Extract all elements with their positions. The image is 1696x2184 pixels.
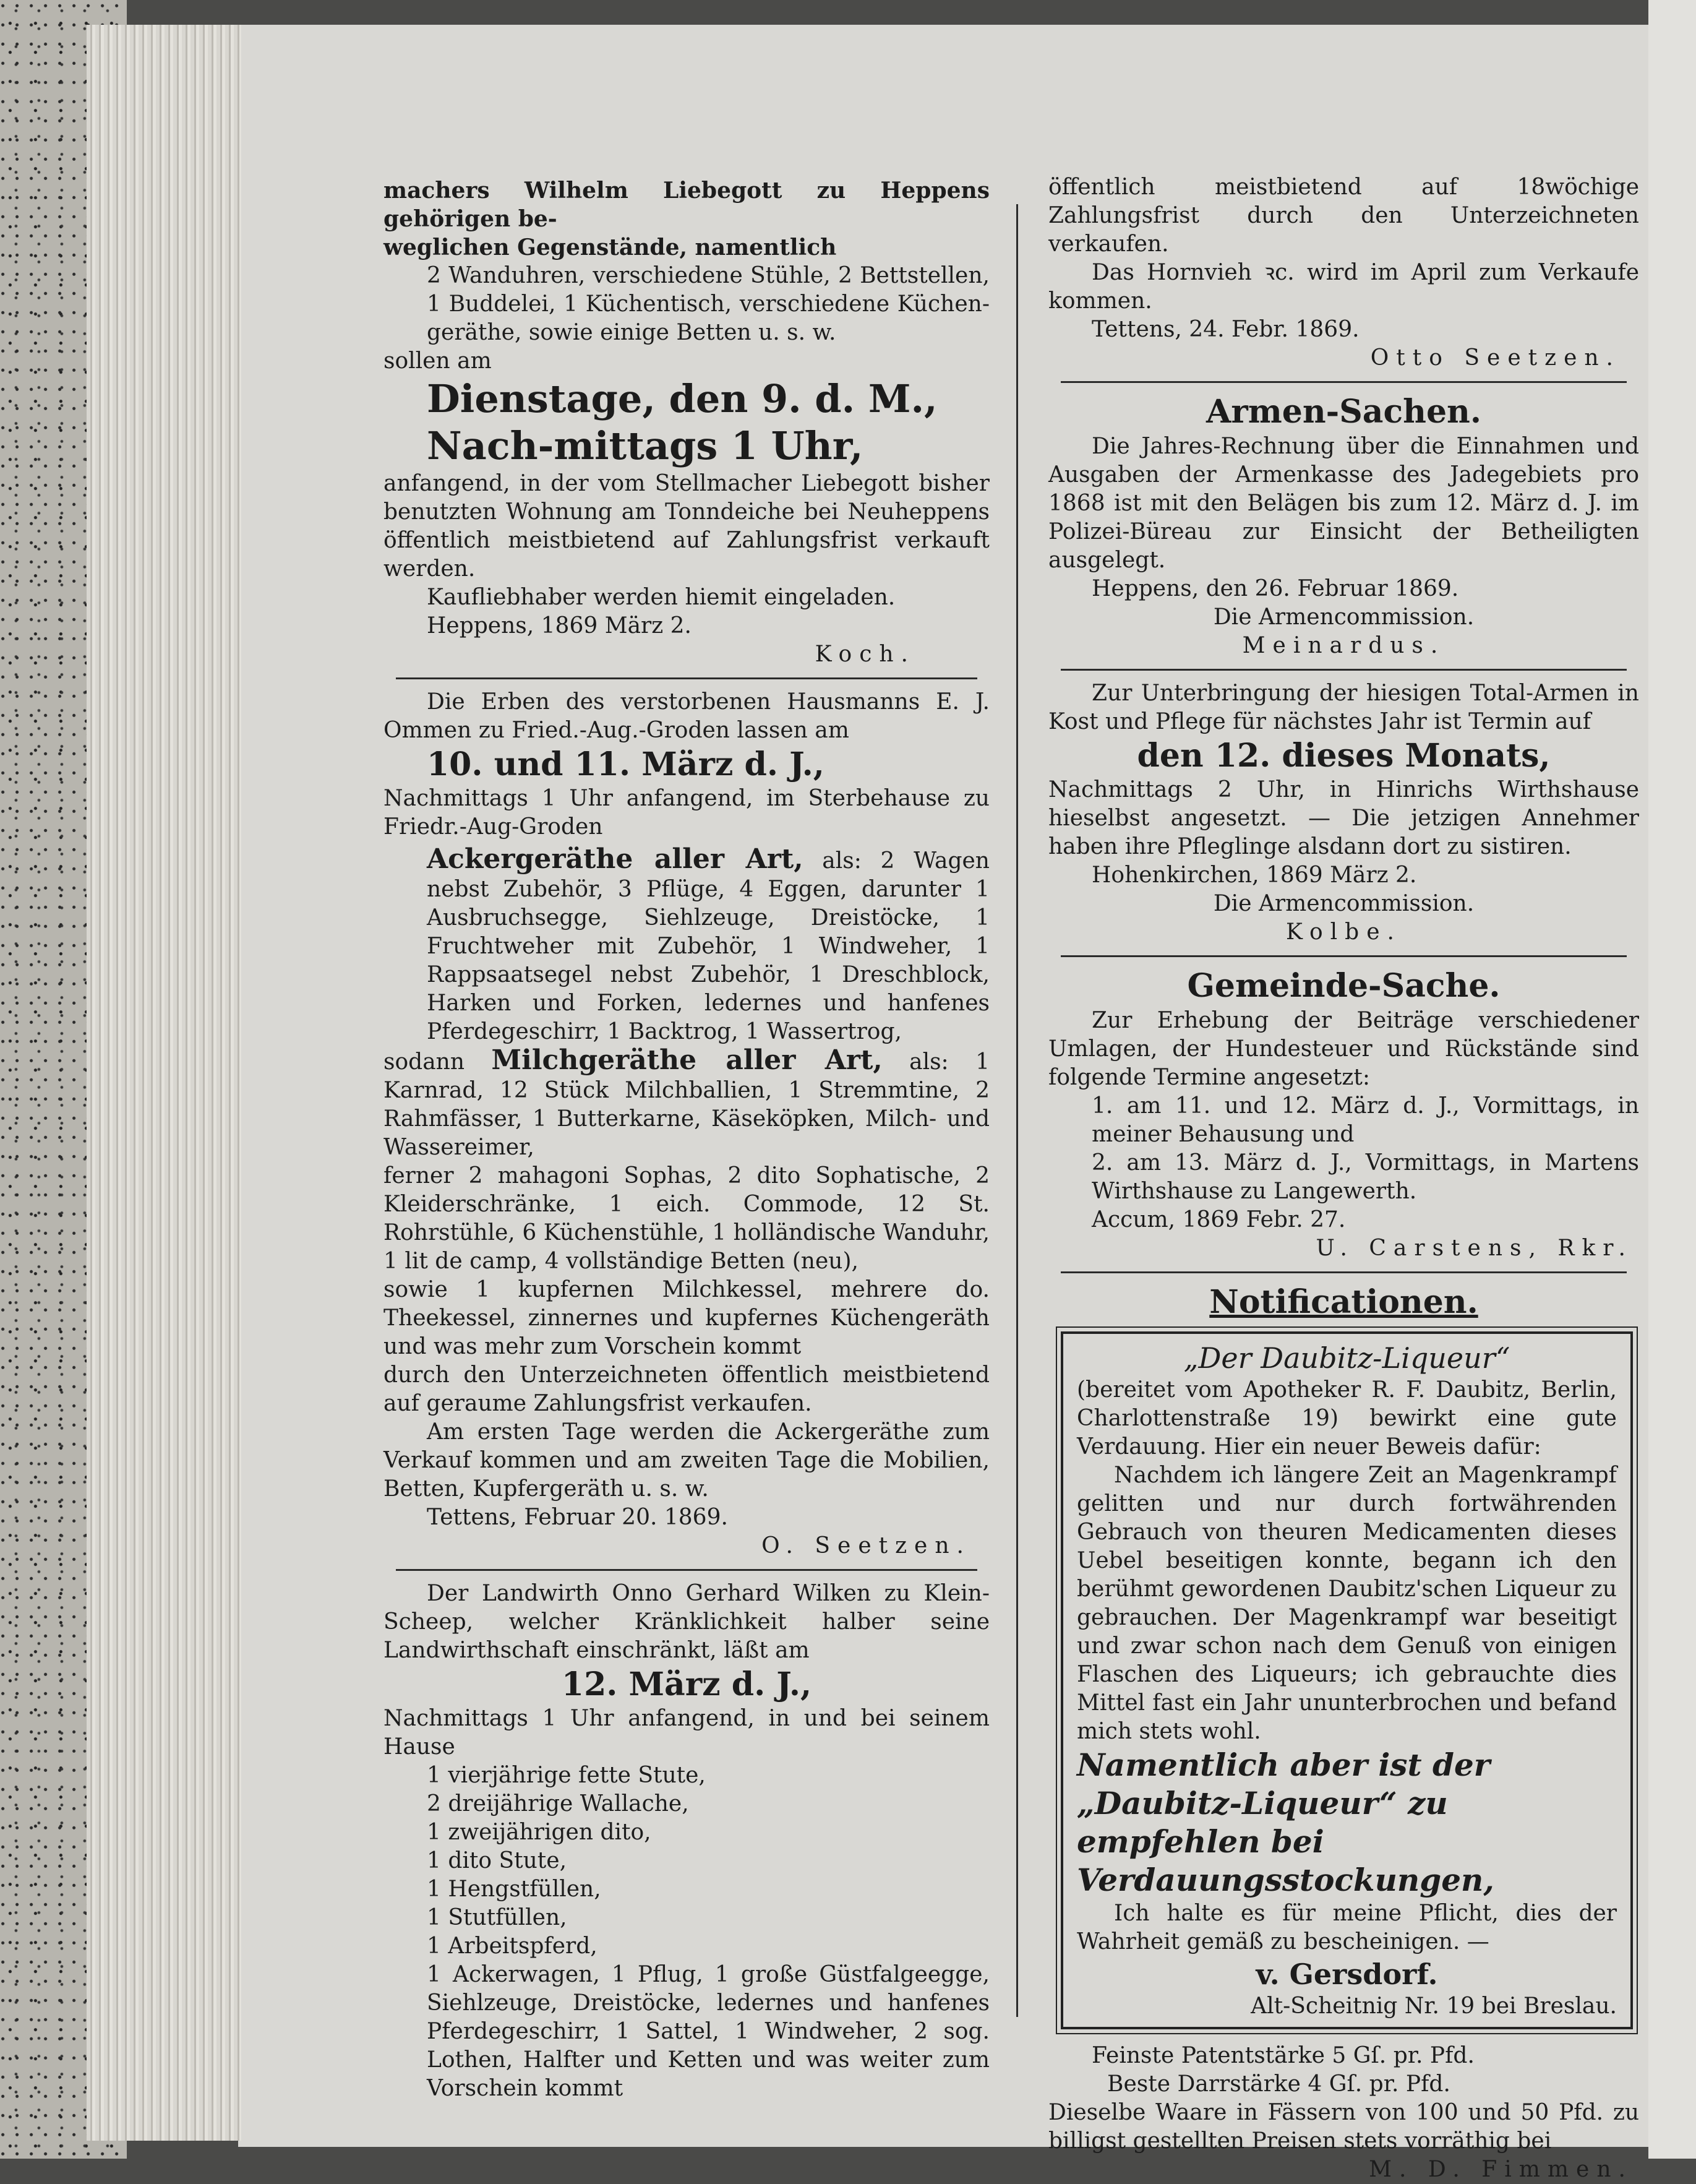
armen-commission: Die Armencommission. bbox=[1213, 604, 1475, 630]
right-cont: öffentlich meistbietend auf 18wöchige Zahlungsfrist durch den Unterzeichneten verkaufen. bbox=[1048, 174, 1639, 257]
list-item: 1 dito Stute, bbox=[427, 1848, 567, 1873]
gemeinde-signature: U. Carstens, Rkr. bbox=[1316, 1236, 1633, 1261]
advert-intro: (bereitet vom Apotheker R. F. Daubitz, Berlin, Charlottenstraße 19) bewirkt eine gute Verdauung. Hier ein neuer Beweis dafür: bbox=[1077, 1377, 1617, 1460]
list-item: 2 dreijährige Wallache, bbox=[427, 1791, 689, 1816]
notice2-items2: als: 1 Karnrad, 12 Stück Milchballien, 1 Stremmtine, 2 Rahmfässer, 1 Butterkarne, Käseköpken, Milch- und Wassereimer, bbox=[383, 1049, 990, 1160]
notice2-am-ersten: Am ersten Tage werden die Ackergeräthe zum Verkauf kommen und am zweiten Tage die Mobilien, Betten, Kupfergeräth u. s. w. bbox=[383, 1419, 990, 1502]
notice3-date: 12. März d. J., bbox=[561, 1666, 812, 1703]
gemeinde-place-date: Accum, 1869 Febr. 27. bbox=[1092, 1207, 1346, 1232]
unterbringung-commission: Die Armencommission. bbox=[1213, 891, 1475, 916]
unterbringung-body: Nachmittags 2 Uhr, in Hinrichs Wirthshause hieselbst angesetzt. — Die jetzigen Annehmer haben ihre Pfleglinge alsdann dort zu sistiren. bbox=[1048, 777, 1639, 859]
advert-body: Nachdem ich längere Zeit an Magenkrampf gelitten und nur durch fortwährenden Gebrauch von theuren Medicamenten dieses Uebel beseitigen konnte, begann ich den berühmt gewordenen Daubitz'schen Liqueur zu gebrauchen. Der Magenkrampf war beseitigt und zwar schon nach dem Genuß von einigen Flaschen des Liqueurs; ich gebrauchte dies Mittel fast ein Jahr ununterbrochen und befand mich stets wohl. bbox=[1077, 1463, 1617, 1744]
notice2-ferner: ferner 2 mahagoni Sophas, 2 dito Sophatische, 2 Kleiderschränke, 1 eich. Commode, 12 St. Rohrstühle, 6 Küchenstühle, 1 holländische Wanduhr, 1 lit de camp, 4 vollständige Betten (neu), bbox=[383, 1163, 990, 1274]
advert-title: „Der Daubitz-Liqueur“ bbox=[1183, 1341, 1510, 1375]
list-item: 1 zweijährigen dito, bbox=[427, 1820, 651, 1845]
divider bbox=[1061, 381, 1627, 383]
notice1-signature: Koch. bbox=[815, 642, 915, 667]
divider bbox=[1061, 669, 1627, 671]
armen-signature: Meinardus. bbox=[1242, 633, 1445, 658]
notice1-line2: weglichen Gegenstände, namentlich bbox=[383, 234, 837, 260]
notificationen-heading: Notificationen. bbox=[1209, 1283, 1478, 1321]
divider bbox=[1061, 955, 1627, 957]
staerke-line2: Beste Darrstärke 4 Gſ. pr. Pfd. bbox=[1107, 2071, 1450, 2097]
advert-highlight: Namentlich aber ist der „Daubitz-Liqueur“ zu empfehlen bei Verdauungsstockungen, bbox=[1077, 1747, 1494, 1898]
notice2-time: Nachmittags 1 Uhr anfangend, im Sterbehause zu Friedr.-Aug-Groden bbox=[383, 786, 990, 840]
staerke-body: Dieselbe Waare in Fässern von 100 und 50 Pfd. zu billigst gestellten Preisen stets vorräthig bei bbox=[1048, 2100, 1639, 2154]
notice1-date: Dienstage, den 9. d. M., Nach-mittags 1 Uhr, bbox=[427, 376, 938, 468]
armen-body: Die Jahres-Rechnung über die Einnahmen und Ausgaben der Armenkasse des Jadegebiets pro 1868 ist mit den Belägen bis zum 12. März d. J. im Polizei-Büreau zur Einsicht der Betheiligten ausgelegt. bbox=[1048, 434, 1639, 573]
advert-duty: Ich halte es für meine Pflicht, dies der Wahrheit gemäß zu bescheinigen. — bbox=[1077, 1901, 1617, 1954]
notice2-heading2: Milchgeräthe aller Art, bbox=[491, 1044, 883, 1076]
staerke-line1: Feinste Patentstärke 5 Gſ. pr. Pfd. bbox=[1092, 2043, 1475, 2068]
next-page-strip bbox=[1648, 0, 1696, 2159]
notice2-intro: Die Erben des verstorbenen Hausmanns E. J. Ommen zu Fried.-Aug.-Groden lassen am bbox=[383, 689, 990, 743]
advert-address: Alt-Scheitnig Nr. 19 bei Breslau. bbox=[1251, 1993, 1617, 2019]
unterbringung-date: den 12. dieses Monats, bbox=[1137, 737, 1551, 775]
list-item: 1 Ackerwagen, 1 Pflug, 1 große Güstfalgeegge, Siehlzeuge, Dreistöcke, ledernes und hanfenes Pferdegeschirr, 1 Sattel, 1 Windweher, 2 sog. Lothen, Halfter und Ketten und was weiter zum Vorschein kommt bbox=[427, 1962, 990, 2101]
gemeinde-heading: Gemeinde-Sache. bbox=[1187, 967, 1501, 1005]
list-item: 1 Hengstfüllen, bbox=[427, 1877, 601, 1902]
notice2-heading1: Ackergeräthe aller Art, bbox=[427, 843, 803, 875]
notice2-date: 10. und 11. März d. J., bbox=[427, 746, 824, 783]
notice2-signature: O. Seetzen. bbox=[761, 1533, 971, 1558]
armen-place-date: Heppens, den 26. Februar 1869. bbox=[1092, 576, 1459, 601]
right-signature: Otto Seetzen. bbox=[1370, 345, 1621, 371]
notice3-time: Nachmittags 1 Uhr anfangend, in und bei seinem Hause bbox=[383, 1706, 990, 1760]
right-place-date: Tettens, 24. Febr. 1869. bbox=[1092, 317, 1360, 342]
notice1-sollen: sollen am bbox=[383, 348, 492, 374]
gemeinde-term1: 1. am 11. und 12. März d. J., Vormittags, in meiner Behausung und bbox=[1092, 1093, 1639, 1147]
divider bbox=[1061, 1271, 1627, 1273]
notice2-sodann: sodann bbox=[383, 1049, 465, 1075]
list-item: 1 Arbeitspferd, bbox=[427, 1933, 597, 1959]
advert-box bbox=[1061, 1331, 1633, 2029]
column-divider bbox=[1016, 204, 1018, 2017]
staerke-signature: M. D. Fimmen. bbox=[1369, 2157, 1633, 2182]
gemeinde-body: Zur Erhebung der Beiträge verschiedener Umlagen, der Hundesteuer und Rückstände sind folgende Termine angesetzt: bbox=[1048, 1008, 1639, 1090]
right-hornvieh: Das Hornvieh ꝛc. wird im April zum Verkaufe kommen. bbox=[1048, 260, 1639, 314]
notice1-line1: machers Wilhelm Liebegott zu Heppens gehörigen be- bbox=[383, 178, 990, 232]
unterbringung-place-date: Hohenkirchen, 1869 März 2. bbox=[1092, 862, 1417, 888]
notice1-body: anfangend, in der vom Stellmacher Liebegott bisher benutzten Wohnung am Tonndeiche bei Neuheppens öffentlich meistbietend auf Zahlungsfrist verkauft werden. bbox=[383, 471, 990, 582]
notice2-place-date: Tettens, Februar 20. 1869. bbox=[427, 1505, 728, 1530]
book-edge bbox=[87, 25, 241, 2141]
notice1-items: 2 Wanduhren, verschiedene Stühle, 2 Bettstellen, 1 Buddelei, 1 Küchentisch, verschiedene Küchen-geräthe, sowie einige Betten u. s. w. bbox=[427, 263, 990, 345]
notice2-durch: durch den Unterzeichneten öffentlich meistbietend auf geraume Zahlungsfrist verkaufen. bbox=[383, 1362, 990, 1416]
left-column bbox=[383, 176, 990, 2103]
right-column bbox=[1048, 173, 1639, 2184]
notice2-sowie: sowie 1 kupfernen Milchkessel, mehrere do. Theekessel, zinnernes und kupfernes Küchengeräth und was mehr zum Vorschein kommt bbox=[383, 1277, 990, 1359]
divider bbox=[396, 1569, 977, 1571]
armen-heading: Armen-Sachen. bbox=[1206, 393, 1481, 431]
unterbringung-signature: Kolbe. bbox=[1286, 919, 1402, 945]
list-item: 1 Stutfüllen, bbox=[427, 1905, 567, 1930]
notice2-items1: als: 2 Wagen nebst Zubehör, 3 Pflüge, 4 Eggen, darunter 1 Ausbruchsegge, Siehlzeuge, Dreistöcke, 1 Fruchtweher mit Zubehör, 1 Windweher, 1 Rappsaatsegel nebst Zubehör, 1 Dreschblock, Harken und Forken, ledernes und hanfenes Pferdegeschirr, 1 Backtrog, 1 Wassertrog, bbox=[427, 848, 990, 1044]
advert-signature: v. Gersdorf. bbox=[1256, 1958, 1438, 1991]
gemeinde-term2: 2. am 13. März d. J., Vormittags, in Martens Wirthshause zu Langewerth. bbox=[1092, 1150, 1639, 1204]
list-item: 1 vierjährige fette Stute, bbox=[427, 1763, 706, 1788]
notice3-intro: Der Landwirth Onno Gerhard Wilken zu Klein-Scheep, welcher Kränklichkeit halber seine Landwirthschaft einschränkt, läßt am bbox=[383, 1581, 990, 1663]
divider bbox=[396, 677, 977, 679]
notice1-invite: Kaufliebhaber werden hiemit eingeladen. bbox=[427, 585, 896, 610]
unterbringung-intro: Zur Unterbringung der hiesigen Total-Armen in Kost und Pflege für nächstes Jahr ist Termin auf bbox=[1048, 681, 1639, 734]
notice3-items bbox=[383, 1761, 990, 2103]
notice1-place-date: Heppens, 1869 März 2. bbox=[427, 613, 692, 638]
